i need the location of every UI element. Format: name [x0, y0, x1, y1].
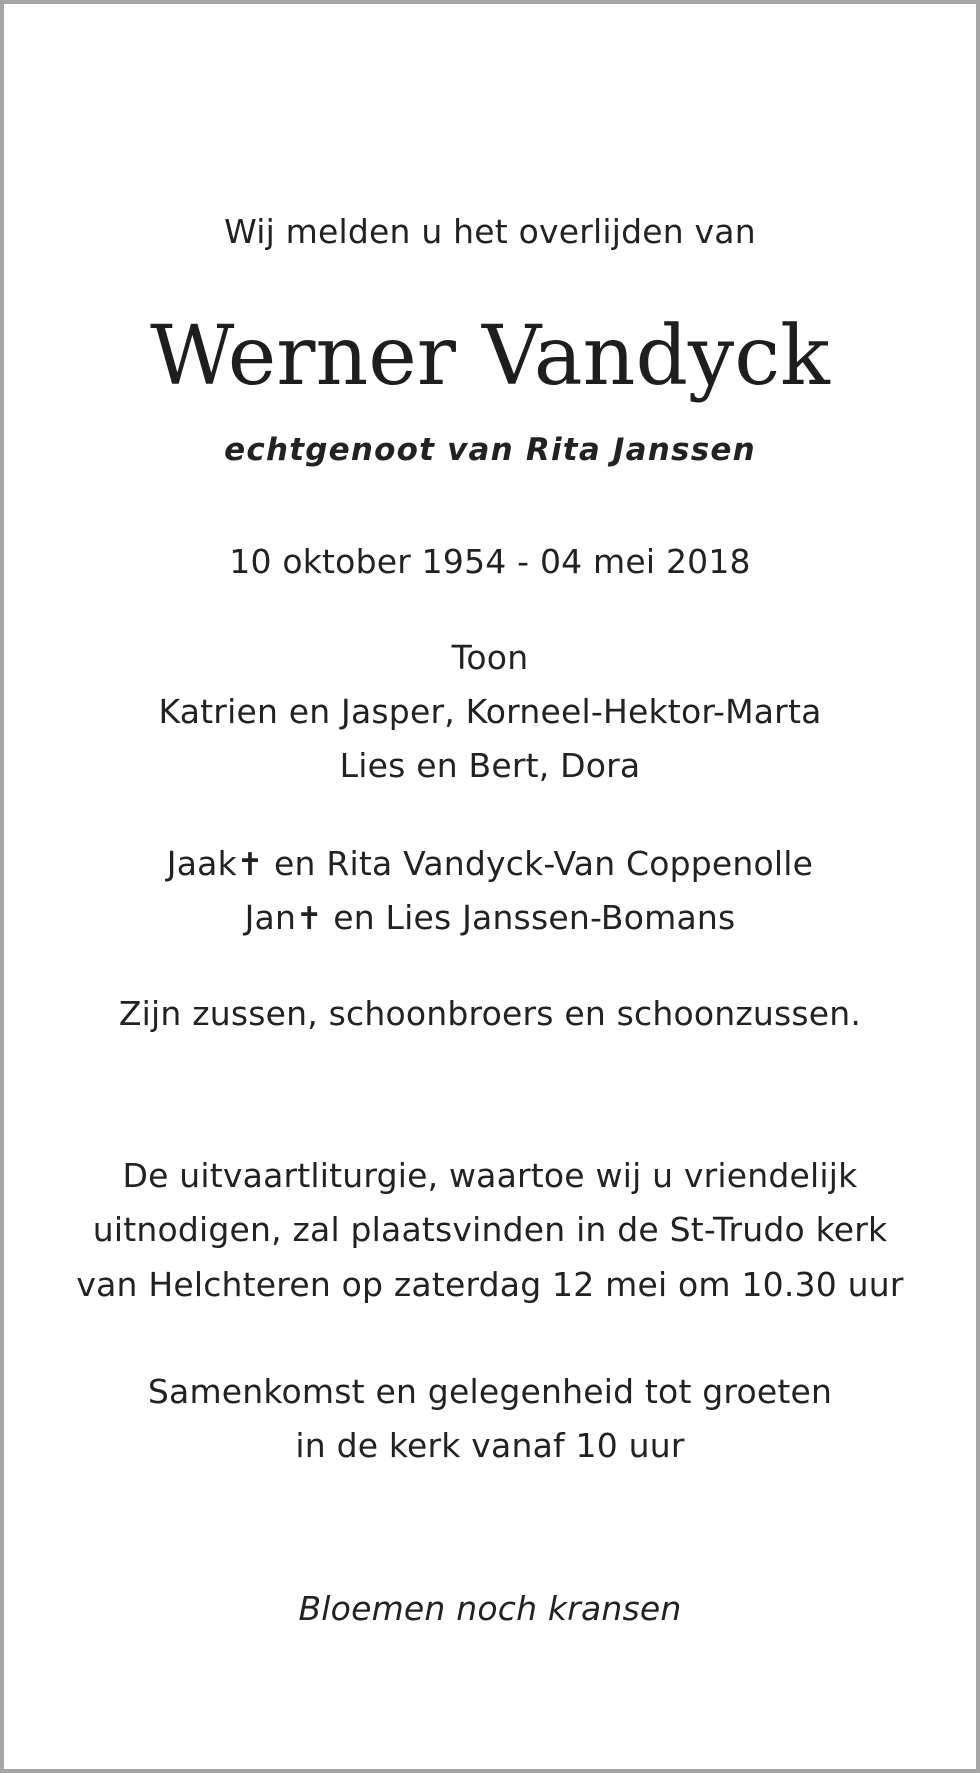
flowers-note: Bloemen noch kransen [298, 1589, 682, 1628]
life-dates: 10 oktober 1954 - 04 mei 2018 [229, 542, 751, 581]
spouse-line: echtgenoot van Rita Janssen [224, 432, 756, 468]
children-line: Lies en Bert, Dora [339, 746, 641, 785]
gathering-line: Samenkomst en gelegenheid tot groeten [147, 1372, 833, 1411]
parents-line [4, 898, 976, 939]
parent-name: Jan [244, 898, 297, 937]
deceased-name: Werner Vandyck [150, 309, 830, 404]
parent-name: Jaak [166, 844, 237, 883]
children-line: Katrien en Jasper, Korneel-Hektor-Marta [158, 692, 822, 731]
parent-rest: en Lies Janssen-Bomans [322, 898, 736, 937]
cross-icon: ✝ [296, 901, 323, 937]
intro-text: Wij melden u het overlijden van [224, 212, 756, 251]
parent-rest: en Rita Vandyck-Van Coppenolle [263, 844, 814, 883]
funeral-details-line: van Helchteren op zaterdag 12 mei om 10.30 uur [76, 1265, 904, 1304]
children-line: Toon [451, 638, 529, 677]
funeral-details-line: uitnodigen, zal plaatsvinden in de St-Trudo kerk [92, 1210, 888, 1249]
cross-icon: ✝ [236, 847, 264, 883]
parents-line [4, 844, 976, 885]
siblings-line: Zijn zussen, schoonbroers en schoonzussen. [118, 994, 862, 1033]
funeral-details-line: De uitvaartliturgie, waartoe wij u vriendelijk [122, 1156, 858, 1195]
gathering-line: in de kerk vanaf 10 uur [295, 1426, 685, 1465]
